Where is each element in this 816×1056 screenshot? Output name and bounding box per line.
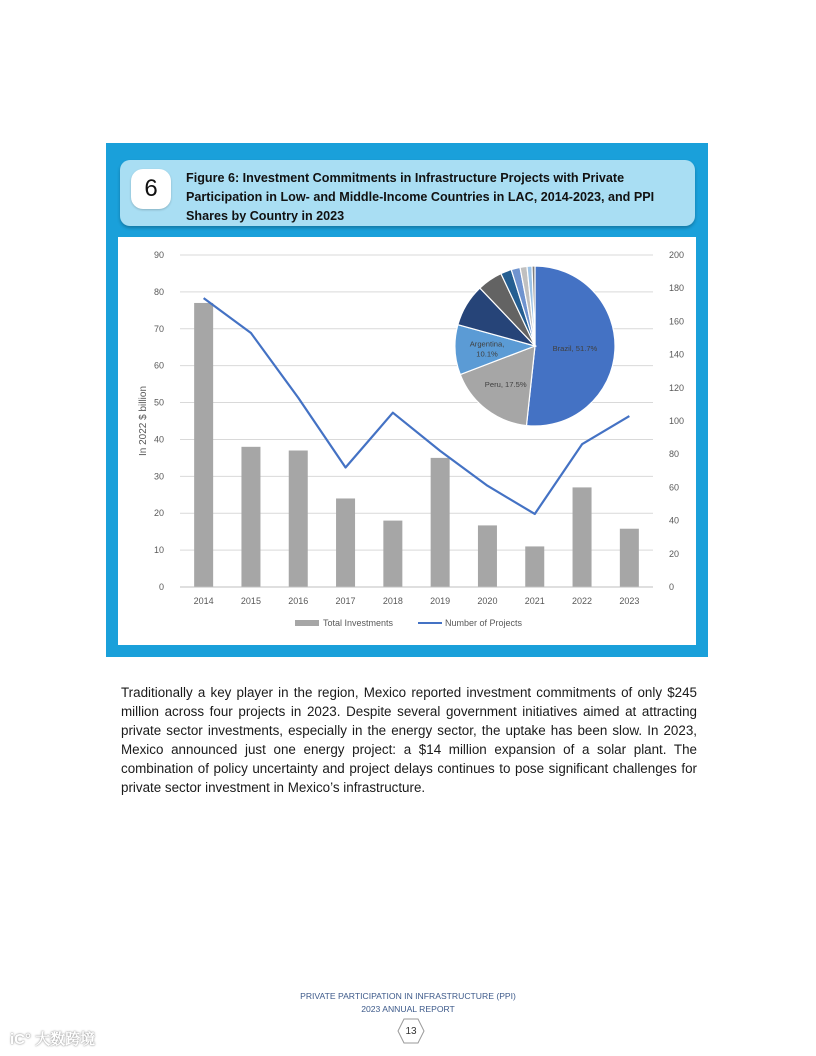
figure-frame	[106, 143, 708, 657]
y-tick-label: 40	[153, 434, 164, 445]
pie-label: Argentina, 10.1%	[469, 339, 505, 359]
x-tick-label: 2015	[240, 596, 261, 606]
body-paragraph: Traditionally a key player in the region, Mexico reported investment commitments of only $245 million across four projects in 2023. Despite several government initiatives aimed at attracting private sector investments, especially in the energy sector, the uptake has been slow. In 2023, Mexico announced just one energy project: a $14 million expansion of a solar plant. The combination of policy uncertainty and project delays continues to pose significant challenges for private sector investment in Mexico’s infrastructure.	[121, 685, 697, 795]
bar	[383, 521, 402, 587]
y-tick-label: 10	[153, 545, 164, 556]
watermark-logo: iC° 大数跨境	[10, 1031, 96, 1048]
y-tick-label: 20	[153, 508, 164, 519]
figure-title: Figure 6: Investment Commitments in Infrastructure Projects with Private Participation in Low- and Middle-Income Countries in LAC, 2014-2023, and PPI Shares by Country in 2023	[186, 171, 655, 223]
footer-report-year: 2023 ANNUAL REPORT	[361, 1004, 455, 1014]
y2-tick-label: 120	[669, 382, 685, 393]
combo-chart	[118, 237, 696, 645]
x-tick-label: 2018	[382, 596, 403, 606]
y-tick-label: 50	[153, 397, 164, 408]
y-tick-label: 30	[153, 471, 164, 482]
bar	[620, 529, 639, 587]
bar	[525, 546, 544, 587]
y2-tick-label: 180	[669, 283, 685, 294]
pie-label: Brazil, 51.7%	[552, 344, 598, 354]
bar	[194, 303, 213, 587]
x-tick-label: 2021	[524, 596, 545, 606]
y-axis-label: In 2022 $ billion	[138, 385, 149, 457]
legend-label-number-of-projects: Number of Projects	[445, 618, 523, 628]
page-number: 13	[405, 1025, 417, 1037]
figure-number-badge: 6	[131, 169, 171, 209]
bar	[336, 498, 355, 587]
x-tick-label: 2019	[430, 596, 451, 606]
x-tick-label: 2023	[619, 596, 640, 606]
chart-panel	[118, 237, 696, 645]
y-tick-label: 80	[153, 286, 164, 297]
y-tick-label: 0	[158, 582, 164, 592]
x-tick-label: 2014	[193, 596, 214, 606]
figure-header	[120, 160, 695, 226]
y2-tick-label: 20	[669, 548, 680, 559]
y2-tick-label: 100	[669, 416, 685, 426]
y2-tick-label: 200	[669, 250, 685, 260]
y2-tick-label: 80	[669, 449, 680, 460]
footer	[0, 990, 816, 1016]
bar	[241, 447, 260, 587]
legend-label-total-investments: Total Investments	[323, 618, 394, 628]
y2-tick-label: 160	[669, 316, 685, 327]
bar	[289, 451, 308, 587]
x-tick-label: 2022	[572, 596, 593, 606]
x-tick-label: 2016	[288, 596, 309, 606]
y2-tick-label: 40	[669, 515, 680, 526]
y2-tick-label: 0	[669, 582, 675, 592]
page-number-badge	[397, 1018, 425, 1044]
bar	[573, 487, 592, 587]
legend-swatch-total-investments	[295, 620, 319, 626]
x-tick-label: 2017	[335, 596, 356, 606]
bar	[431, 458, 450, 587]
bar	[478, 525, 497, 587]
y2-tick-label: 140	[669, 349, 685, 360]
y-tick-label: 70	[153, 323, 164, 334]
y-tick-label: 90	[153, 250, 164, 260]
pie-label: Peru, 17.5%	[484, 380, 527, 390]
y-tick-label: 60	[153, 360, 164, 371]
x-tick-label: 2020	[477, 596, 498, 606]
footer-report-name: PRIVATE PARTICIPATION IN INFRASTRUCTURE (PPI)	[300, 991, 516, 1001]
y2-tick-label: 60	[669, 482, 680, 493]
